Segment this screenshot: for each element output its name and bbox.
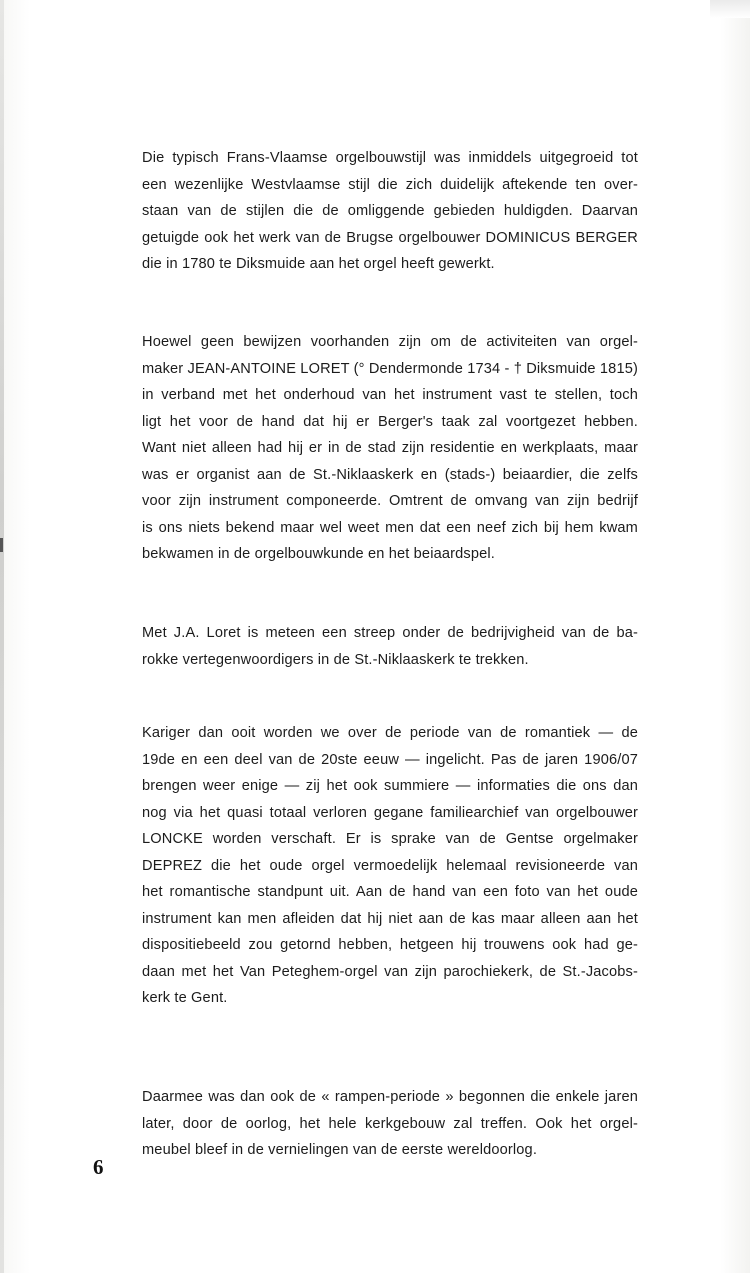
text-line: Met J.A. Loret is meteen een streep onder de bedrijvigheid van de ba- (142, 625, 638, 641)
text-line: LONCKE worden verschaft. Er is sprake van de Gentse orgelmaker (142, 831, 638, 847)
page-edge-mark (0, 538, 3, 552)
text-line: rokke vertegenwoordigers in de St.-Niklaaskerk te trekken. (142, 651, 529, 668)
text-line: die in 1780 te Diksmuide aan het orgel heeft gewerkt. (142, 256, 495, 272)
text-line: een wezenlijke Westvlaamse stijl die zich duidelijk aftekende ten over- (142, 176, 638, 193)
text-line: voor zijn instrument componeerde. Omtrent de omvang van zijn bedrijf (142, 493, 638, 509)
text-line: was er organist aan de St.-Niklaaskerk en (stads-) beiaardier, die zelfs (142, 466, 638, 483)
text-line: 19de en een deel van de 20ste eeuw — ingelicht. Pas de jaren 1906/07 (142, 751, 638, 768)
paragraph-5 (142, 1084, 638, 1164)
text-line: getuigde ook het werk van de Brugse orgelbouwer DOMINICUS BERGER (142, 229, 638, 246)
page-number: 6 (93, 1155, 104, 1179)
text-line: Daarmee was dan ook de « rampen-periode » begonnen die enkele jaren (142, 1089, 638, 1105)
paragraph-2 (142, 329, 638, 568)
text-line: maker JEAN-ANTOINE LORET (° Dendermonde 1734 - † Diksmuide 1815) (142, 360, 638, 377)
paragraph-3 (142, 620, 638, 673)
page-top-edge (710, 0, 750, 18)
text-line: instrument kan men afleiden dat hij niet aan de kas maar alleen aan het (142, 910, 638, 927)
text-line: in verband met het onderhoud van het instrument vast te stellen, toch (142, 387, 638, 403)
text-line: staan van de stijlen die de omliggende gebieden huldigden. Daarvan (142, 203, 638, 219)
text-line: Die typisch Frans-Vlaamse orgelbouwstijl was inmiddels uitgegroeid tot (142, 150, 638, 166)
text-line: brengen weer enige — zij het ook summiere — informaties die ons dan (142, 778, 638, 794)
text-line: dispositiebeeld zou getornd hebben, hetgeen hij trouwens ook had ge- (142, 937, 638, 953)
page-left-edge (0, 0, 4, 1273)
paragraph-1 (142, 145, 638, 278)
text-line: daan met het Van Peteghem-orgel van zijn parochiekerk, de St.-Jacobs- (142, 963, 638, 980)
paragraph-4 (142, 720, 638, 1012)
text-line: later, door de oorlog, het hele kerkgebouw zal treffen. Ook het orgel- (142, 1115, 638, 1132)
text-line: Kariger dan ooit worden we over de periode van de romantiek — de (142, 725, 638, 741)
text-line: DEPREZ die het oude orgel vermoedelijk helemaal revisioneerde van (142, 857, 638, 874)
text-line: Want niet alleen had hij er in de stad zijn residentie en werkplaats, maar (142, 440, 638, 456)
text-line: nog via het quasi totaal verloren gegane familiearchief van orgelbouwer (142, 804, 638, 821)
text-line: meubel bleef in de vernielingen van de eerste wereldoorlog. (142, 1142, 538, 1158)
text-line: het romantische standpunt uit. Aan de hand van een foto van het oude (142, 884, 638, 900)
text-line: Hoewel geen bewijzen voorhanden zijn om de activiteiten van orgel- (142, 334, 638, 350)
text-line: bekwamen in de orgelbouwkunde en het beiaardspel. (142, 546, 495, 562)
text-line: ligt het voor de hand dat hij er Berger's taak zal voortgezet hebben. (142, 413, 638, 430)
text-line: is ons niets bekend maar wel weet men dat een neef zich bij hem kwam (142, 519, 638, 536)
text-line: kerk te Gent. (142, 990, 228, 1006)
